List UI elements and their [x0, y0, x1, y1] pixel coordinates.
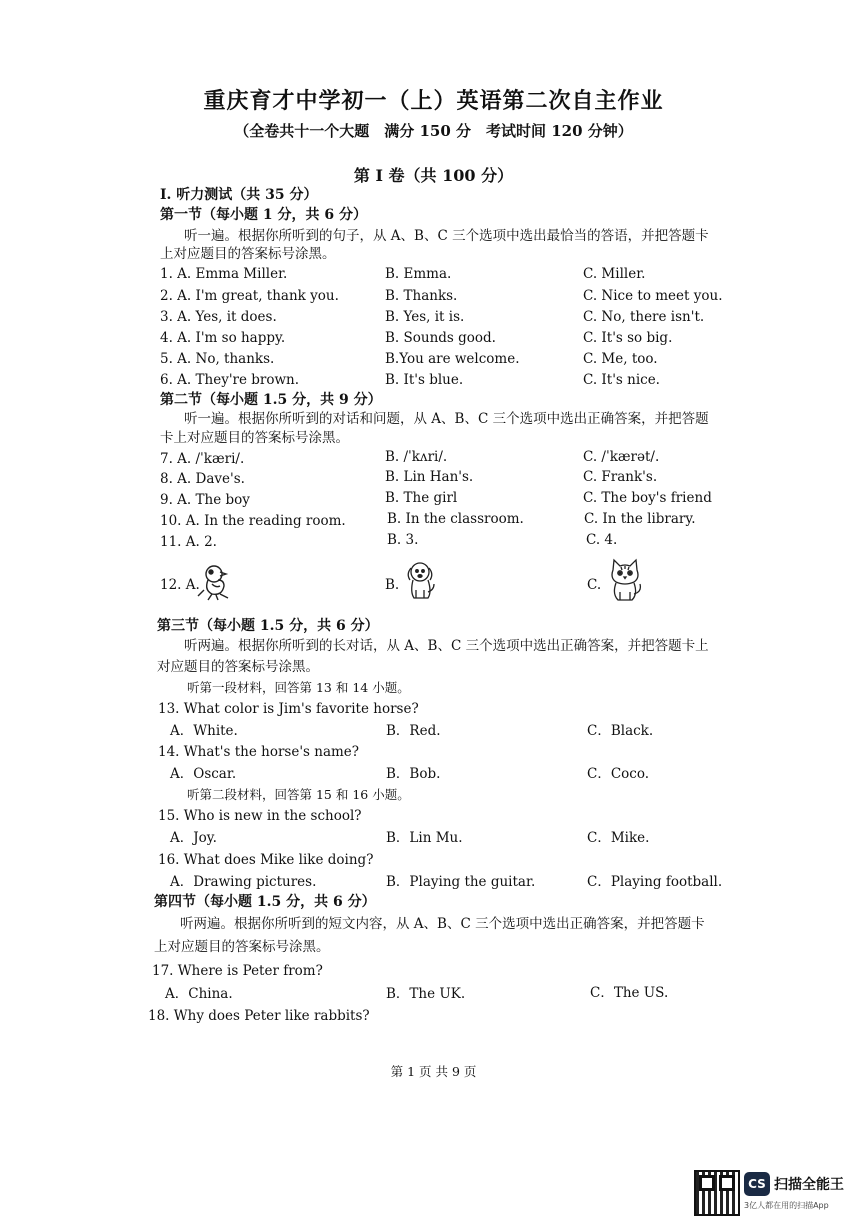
option-c: C. The boy's friend: [583, 490, 712, 506]
option-a: 11. A. 2.: [160, 534, 217, 550]
camscanner-name: 扫描全能王: [774, 1177, 844, 1193]
option-b: B. The girl: [385, 490, 458, 506]
option-c: C.: [587, 577, 602, 593]
option-c: C. Nice to meet you.: [583, 288, 723, 304]
section-heading: I. 听力测试（共 35 分）: [160, 187, 318, 203]
option-c: C. In the library.: [584, 511, 696, 527]
option-a: 1. A. Emma Miller.: [160, 266, 288, 282]
option-b: B. Lin Han's.: [385, 469, 474, 485]
option-a: A．Drawing pictures.: [170, 874, 317, 890]
page-subtitle: （全卷共十一个大题 满分 150 分 考试时间 120 分钟）: [234, 122, 633, 140]
option-b: B．Bob.: [386, 766, 441, 782]
option-a: 5. A. No, thanks.: [160, 351, 275, 367]
option-b: B．The UK.: [386, 986, 466, 1002]
option-b: B. Sounds good.: [385, 330, 496, 346]
material-note: 听第二段材料，回答第 15 和 16 小题。: [187, 787, 410, 802]
option-a: 2. A. I'm great, thank you.: [160, 288, 339, 304]
option-c: C. /ˈkærət/.: [583, 449, 660, 465]
option-b: B．Lin Mu.: [386, 830, 463, 846]
option-a: A．Joy.: [170, 830, 217, 846]
part3-instruction: 听两遍。根据你所听到的长对话，从 A、B、C 三个选项中选出正确答案，并把答题卡上: [184, 638, 709, 654]
option-b: B.You are welcome.: [385, 351, 520, 367]
option-c: C. Me, too.: [583, 351, 658, 367]
option-b: B．Red.: [386, 723, 441, 739]
part2-instruction: 听一遍。根据你所听到的对话和问题，从 A、B、C 三个选项中选出正确答案，并把答题: [184, 411, 709, 427]
part3-heading: 第三节（每小题 1.5 分，共 6 分）: [157, 618, 379, 634]
part3-instruction-cont: 对应题目的答案标号涂黑。: [157, 659, 319, 675]
page-title: 重庆育才中学初一（上）英语第二次自主作业: [203, 88, 664, 114]
part4-instruction-cont: 上对应题目的答案标号涂黑。: [154, 939, 330, 955]
option-c: C. Miller.: [583, 266, 646, 282]
option-c: C. 4.: [586, 532, 618, 548]
part2-instruction-cont: 卡上对应题目的答案标号涂黑。: [160, 430, 349, 446]
question-text: 18. Why does Peter like rabbits?: [148, 1008, 370, 1024]
cat-icon: [606, 558, 644, 604]
option-c: C．Coco.: [587, 766, 650, 782]
camscanner-tagline: 3亿人都在用的扫描App: [744, 1201, 829, 1210]
option-c: C. Frank's.: [583, 469, 658, 485]
option-a: 9. A. The boy: [160, 492, 250, 508]
material-note: 听第一段材料，回答第 13 和 14 小题。: [187, 680, 410, 695]
option-a: 6. A. They're brown.: [160, 372, 300, 388]
camscanner-logo: CS: [744, 1172, 770, 1196]
question-text: 16. What does Mike like doing?: [158, 852, 374, 868]
option-a: 7. A. /ˈkæri/.: [160, 451, 245, 467]
qr-code-icon: [694, 1170, 740, 1216]
part1-heading: 第一节（每小题 1 分，共 6 分）: [160, 207, 367, 223]
option-a: A．White.: [170, 723, 238, 739]
option-b: B. /ˈkʌri/.: [385, 449, 448, 465]
part4-heading: 第四节（每小题 1.5 分，共 6 分）: [154, 894, 376, 910]
question-text: 13. What color is Jim's favorite horse?: [158, 701, 419, 717]
option-b: B. Emma.: [385, 266, 452, 282]
bird-icon: [196, 560, 236, 602]
option-c: C．The US.: [590, 985, 669, 1001]
part2-heading: 第二节（每小题 1.5 分，共 9 分）: [160, 392, 382, 408]
option-a: A．China.: [165, 986, 233, 1002]
option-b: B.: [385, 577, 400, 593]
option-a: 10. A. In the reading room.: [160, 513, 346, 529]
part4-instruction: 听两遍。根据你所听到的短文内容，从 A、B、C 三个选项中选出正确答案，并把答题卡: [180, 916, 705, 932]
option-c: C. No, there isn't.: [583, 309, 705, 325]
question-text: 17. Where is Peter from?: [152, 963, 323, 979]
option-b: B．Playing the guitar.: [386, 874, 536, 890]
part-title: 第 I 卷（共 100 分）: [353, 166, 514, 185]
option-b: B. In the classroom.: [387, 511, 524, 527]
option-c: C. It's nice.: [583, 372, 660, 388]
option-b: B. 3.: [387, 532, 419, 548]
option-a: 8. A. Dave's.: [160, 471, 245, 487]
dog-icon: [404, 560, 438, 602]
option-c: C．Mike.: [587, 830, 650, 846]
option-c: C．Playing football.: [587, 874, 723, 890]
option-a: A．Oscar.: [170, 766, 237, 782]
option-b: B. Thanks.: [385, 288, 458, 304]
part1-instruction-cont: 上对应题目的答案标号涂黑。: [160, 246, 336, 262]
option-c: C. It's so big.: [583, 330, 673, 346]
part1-instruction: 听一遍。根据你所听到的句子，从 A、B、C 三个选项中选出最恰当的答语，并把答题卡: [184, 228, 709, 244]
option-b: B. Yes, it is.: [385, 309, 465, 325]
option-a: 12. A.: [160, 577, 200, 593]
question-text: 14. What's the horse's name?: [158, 744, 360, 760]
option-a: 4. A. I'm so happy.: [160, 330, 286, 346]
question-text: 15. Who is new in the school?: [158, 808, 362, 824]
option-a: 3. A. Yes, it does.: [160, 309, 277, 325]
option-c: C．Black.: [587, 723, 654, 739]
option-b: B. It's blue.: [385, 372, 464, 388]
page-number: 第 1 页 共 9 页: [390, 1064, 477, 1079]
